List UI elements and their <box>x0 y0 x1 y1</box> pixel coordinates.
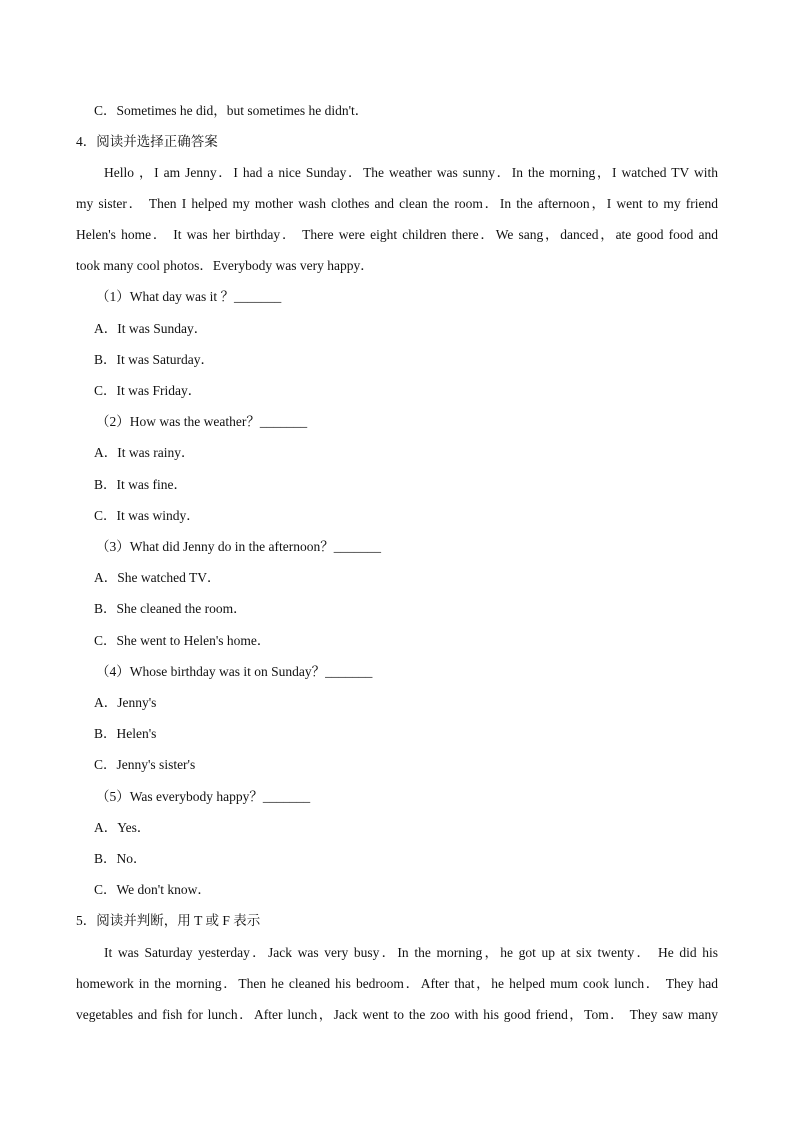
previous-question-option-c: C．Sometimes he did，but sometimes he didn't． <box>94 103 369 118</box>
passage-line: took many cool photos．Everybody was very happy． <box>76 258 374 273</box>
answer-option: C．It was windy． <box>94 508 200 523</box>
answer-option: B．Helen's <box>94 726 157 741</box>
question-stem: （4）Whose birthday was it on Sunday？_______ <box>96 664 373 679</box>
passage-line: my sister． Then I helped my mother wash clothes and clean the room．In the afternoon，I went to my friend <box>76 196 718 211</box>
answer-option: B．It was Saturday． <box>94 352 214 367</box>
answer-option: B．No． <box>94 851 147 866</box>
section-5-heading: 5．阅读并判断，用 T 或 F 表示 <box>76 913 261 928</box>
question-stem: （2）How was the weather？_______ <box>96 414 308 429</box>
answer-option: C．It was Friday． <box>94 383 202 398</box>
answer-option: A．Yes． <box>94 820 151 835</box>
answer-option: C．Jenny's sister's <box>94 757 196 772</box>
answer-option: B．It was fine． <box>94 477 187 492</box>
passage-line: vegetables and fish for lunch．After lunch，Jack went to the zoo with his good friend，Tom． They saw many <box>76 1007 718 1022</box>
passage-line: It was Saturday yesterday．Jack was very busy．In the morning，he got up at six twenty． He did his <box>104 945 718 960</box>
answer-option: A．It was rainy． <box>94 445 195 460</box>
question-stem: （3）What did Jenny do in the afternoon？_______ <box>96 539 381 554</box>
answer-option: A．She watched TV． <box>94 570 221 585</box>
question-stem: （1）What day was it ？_______ <box>96 289 282 304</box>
answer-option: C．We don't know． <box>94 882 211 897</box>
question-stem: （5）Was everybody happy？_______ <box>96 789 311 804</box>
section-4-heading: 4．阅读并选择正确答案 <box>76 134 218 149</box>
passage-line: Hello ，I am Jenny．I had a nice Sunday．The weather was sunny．In the morning，I watched TV with <box>104 165 718 180</box>
answer-option: A．It was Sunday． <box>94 321 208 336</box>
answer-option: A．Jenny's <box>94 695 157 710</box>
passage-line: homework in the morning．Then he cleaned his bedroom．After that，he helped mum cook lunch． They had <box>76 976 718 991</box>
passage-line: Helen's home． It was her birthday． There were eight children there．We sang，danced，ate good food and <box>76 227 718 242</box>
answer-option: C．She went to Helen's home． <box>94 633 271 648</box>
answer-option: B．She cleaned the room． <box>94 601 247 616</box>
